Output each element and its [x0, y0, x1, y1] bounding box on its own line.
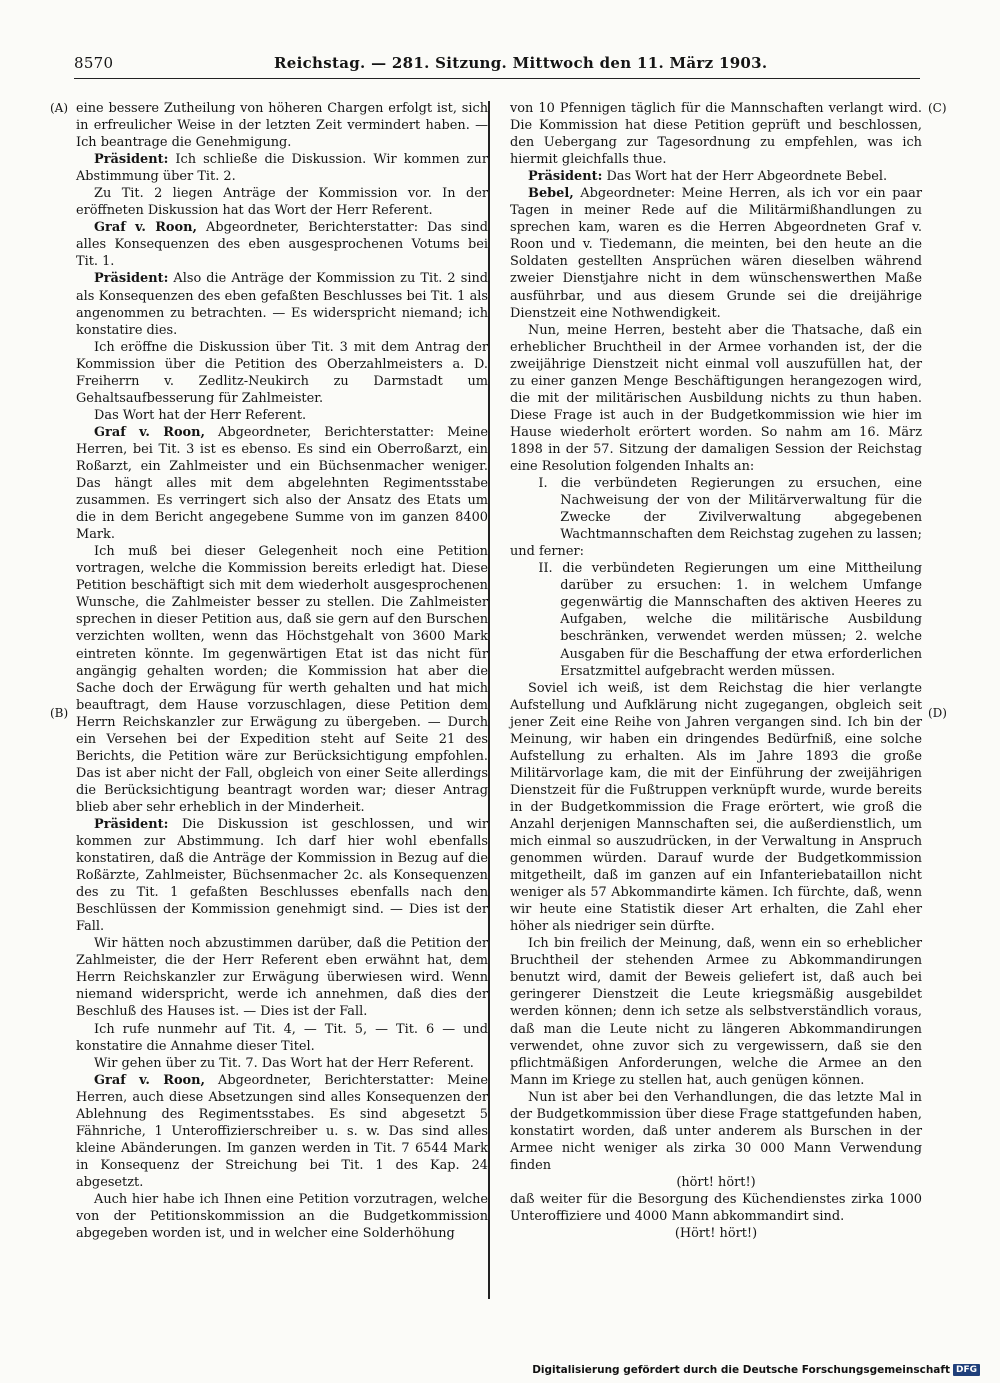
paragraph: Ich bin freilich der Meinung, daß, wenn ein so erheblicher Bruchtheil der stehenden Armee zu Abkommandirungen benutzt wird, damit der Beweis geliefert ist, daß auch bei geringerer Dienstzeit die Leute kriegsmäßig ausgebildet werden können; denn ich setze als selbstverständlich voraus, daß man die Leute nicht zu längeren Abkommandirungen verwendet, ohne zuvor sich zu vergewissern, daß sie den pflichtmäßigen Anforderungen, welche die Armee an den Mann im Kriege zu stellen hat, auch genügen können. — [510, 936, 922, 1088]
paragraph: von 10 Pfennigen täglich für die Mannschaften verlangt wird. Die Kommission hat diese Petition geprüft und beschlossen, den Uebergang zur Tagesordnung zu empfehlen, was ich hiermit gleichfalls thue. — [510, 101, 922, 168]
paragraph: Wir gehen über zu Tit. 7. Das Wort hat der Herr Referent. — [94, 1055, 474, 1071]
right-column — [510, 100, 922, 1242]
paragraph: Graf v. Roon, Abgeordneter, Berichterstatter: Meine Herren, bei Tit. 3 ist es ebenso. Es sind ein Oberroßarzt, ein Roßarzt, ein Zahlmeister und ein Büchsenmacher weniger. Das hängt alles mit dem abgelehnten Regimentsstabe zusammen. Es verringert sich also der Ansatz des Etats um die in dem Bericht angegebene Summe von im ganzen 8400 Mark. — [76, 424, 488, 543]
paragraph: Nun ist aber bei den Verhandlungen, die das letzte Mal in der Budgetkommission über diese Frage stattgefunden haben, konstatirt worden, daß unter anderem als Burschen in der Armee nicht weniger als zirka 30 000 Mann Verwendung finden — [510, 1089, 922, 1173]
header-title: Reichstag. — 281. Sitzung. Mittwoch den 11. März 1903. — [274, 54, 768, 72]
paragraph: Präsident: Also die Anträge der Kommission zu Tit. 2 sind als Konsequenzen des eben gefaßten Beschlusses bei Tit. 1 als angenommen zu betrachten. — Es widerspricht niemand; ich konstatire dies. — [76, 271, 488, 338]
footer-text: Digitalisierung gefördert durch die Deutsche Forschungsgemeinschaft — [532, 1364, 950, 1376]
paragraph: Graf v. Roon, Abgeordneter, Berichterstatter: Meine Herren, auch diese Absetzungen sind alles Konsequenzen der Ablehnung des Regimentsstabes. Es sind abgesetzt 5 Fähnriche, 1 Unteroffizierschreiber u. s. w. Das sind alles kleine Abänderungen. Im ganzen werden in Tit. 7 6544 Mark in Konsequenz der Streichung bei Tit. 1 des Kap. 24 abgesetzt. — [76, 1072, 488, 1190]
speaker-name: Präsident: — [528, 169, 603, 185]
paragraph: eine bessere Zutheilung von höheren Chargen erfolgt ist, sich in erfreulicher Weise in der letzten Zeit vermindert haben. — Ich beantrage die Genehmigung. — [76, 101, 488, 151]
paragraph: Nun, meine Herren, besteht aber die Thatsache, daß ein erheblicher Bruchtheil in der Armee vorhanden ist, der die zweijährige Dienstzeit nicht einmal voll auszufüllen hat, der zu einer ganzen Menge Beschäftigungen herangezogen wird, die mit der militärischen Ausbildung nichts zu thun haben. Diese Frage ist auch in der Budgetkommission wie hier im Hause wiederholt erörtert worden. So nahm am 16. März 1898 in der 57. Sitzung der damaligen Session der Reichstag eine Resolution folgenden Inhalts an: — [510, 322, 922, 474]
paragraph: Das Wort hat der Herr Referent. — [94, 407, 307, 423]
running-header — [74, 54, 914, 76]
interjection: (Hört! hört!) — [674, 1226, 758, 1242]
paragraph: Präsident: Das Wort hat der Herr Abgeordnete Bebel. — [528, 169, 888, 185]
margin-marker-c: (C) — [928, 101, 947, 115]
paragraph: Präsident: Ich schließe die Diskussion. Wir kommen zur Abstimmung über Tit. 2. — [76, 152, 488, 185]
left-column — [76, 100, 488, 1242]
paragraph: Bebel, Abgeordneter: Meine Herren, als ich vor ein paar Tagen in meiner Rede auf die Militärmißhandlungen zu sprechen kam, waren es die Herren Abgeordneten Graf v. Roon und v. Tiedemann, die meinten, bei den heute an die Soldaten gestellten Ansprüchen wären dieselben während zweier Dienstjahre nicht in dem wünschenswerthen Maße ausführbar, und aus diesem Grunde sei die dreijährige Dienstzeit eine Nothwendigkeit. — [510, 186, 922, 321]
paragraph: Ich muß bei dieser Gelegenheit noch eine Petition vortragen, welche die Kommission bereits erledigt hat. Diese Petition beschäftigt sich mit dem wiederholt ausgesprochenen Wunsche, die Zahlmeister besser zu stellen. Die Zahlmeister sprechen in dieser Petition aus, daß sie gern auf den Burschen verzichten wollten, wenn das Höchstgehalt von 3600 Mark eintreten könnte. Im gegenwärtigen Etat ist das nicht für angängig gehalten worden; die Kommission hat aber die Sache doch der Erwägung für werth gehalten und hat mich beauftragt, dem Hause vorzuschlagen, diese Petition dem Herrn Reichskanzler zur Erwägung zu übergeben. — Durch ein Versehen bei der Expedition steht auf Seite 21 des Berichts, die Petition wäre zur Berücksichtigung empfohlen. Das ist aber nicht der Fall, obgleich von einer Seite allerdings die Berücksichtigung beantragt worden war; dieser Antrag blieb aber sehr erheblich in der Minderheit. — [76, 544, 488, 815]
paragraph: Soviel ich weiß, ist dem Reichstag die hier verlangte Aufstellung und Aufklärung nicht zugegangen, obgleich seit jener Zeit eine Reihe von Jahren vergangen sind. Ich bin der Meinung, wir haben ein dringendes Bedürfniß, eine solche Aufstellung zu erhalten. Als im Jahre 1893 die große Militärvorlage kam, die mit der Einführung der zweijährigen Dienstzeit für die Fußtruppen verknüpft wurde, wurde bereits in der Budgetkommission die Frage erörtert, wie groß die Anzahl derjenigen Mannschaften sei, die außerdienstlich, um mich einmal so auszudrücken, in der Verwaltung in Anspruch genommen würden. Darauf wurde der Budgetkommission mitgetheilt, daß im ganzen auf ein Infanteriebataillon nicht weniger als 57 Abkommandirte kämen. Ich fürchte, daß, wenn wir heute eine Statistik dieser Art erhalten, die Zahl eher höher als niedriger sein dürfte. — [510, 680, 922, 935]
paragraph: Auch hier habe ich Ihnen eine Petition vorzutragen, welche von der Petitionskommission an die Budgetkommission abgegeben worden ist, und in welcher eine Solderhöhung — [76, 1192, 488, 1242]
paragraph: daß weiter für die Besorgung des Küchendienstes zirka 1000 Unteroffiziere und 4000 Mann abkommandirt sind. — [510, 1192, 922, 1225]
interjection: (hört! hört!) — [676, 1174, 756, 1190]
speaker-name: Graf v. Roon, — [94, 220, 197, 236]
speaker-name: Präsident: — [94, 271, 169, 287]
resolution-item: II. die verbündeten Regierungen um eine Mittheilung darüber zu ersuchen: 1. in welchem Umfange gegenwärtig die Mannschaften des aktiven Heeres zu Aufgaben, welche die militärische Ausbildung beschränken, verwendet werden müssen; 2. welche Ausgaben für die Beschaffung der etwa erforderlichen Ersatzmittel aufgebracht werden müssen. — [538, 561, 922, 679]
page-number: 8570 — [74, 54, 114, 72]
margin-marker-b: (B) — [50, 706, 69, 720]
speaker-name: Präsident: — [94, 152, 169, 168]
margin-marker-d: (D) — [928, 706, 947, 720]
digitization-footer — [532, 1364, 980, 1376]
dfg-logo: DFG — [953, 1364, 980, 1376]
column-divider — [488, 101, 490, 1299]
speaker-name: Graf v. Roon, — [94, 424, 206, 440]
paragraph: Ich rufe nunmehr auf Tit. 4, — Tit. 5, — Tit. 6 — und konstatire die Annahme dieser Titel. — [76, 1021, 488, 1054]
speaker-name: Graf v. Roon, — [94, 1072, 206, 1088]
margin-marker-a: (A) — [50, 101, 69, 115]
header-rule — [74, 78, 920, 79]
speaker-name: Präsident: — [94, 816, 169, 832]
paragraph: Ich eröffne die Diskussion über Tit. 3 mit dem Antrag der Kommission über die Petition des Oberzahlmeisters a. D. Freiherrn v. Zedlitz-Neukirch zu Darmstadt um Gehaltsaufbesserung für Zahlmeister. — [76, 339, 488, 406]
paragraph: Wir hätten noch abzustimmen darüber, daß die Petition der Zahlmeister, die der Herr Referent eben erwähnt hat, dem Herrn Reichskanzler zur Erwägung überwiesen wird. Wenn niemand widerspricht, werde ich annehmen, daß dies der Beschluß des Hauses ist. — Dies ist der Fall. — [76, 936, 488, 1020]
paragraph: Zu Tit. 2 liegen Anträge der Kommission vor. In der eröffneten Diskussion hat das Wort der Herr Referent. — [76, 186, 488, 219]
speaker-name: Bebel, — [528, 186, 574, 202]
paragraph: und ferner: — [510, 544, 584, 560]
paragraph: Präsident: Die Diskussion ist geschlossen, und wir kommen zur Abstimmung. Ich darf hier wohl ebenfalls konstatiren, daß die Anträge der Kommission in Bezug auf die Roßärzte, Zahlmeister, Büchsenmacher 2c. als Konsequenzen des zu Tit. 1 gefaßten Beschlusses ebenfalls nach den Beschlüssen der Kommission genehmigt sind. — Dies ist der Fall. — [76, 816, 488, 935]
resolution-item: I. die verbündeten Regierungen zu ersuchen, eine Nachweisung der von der Militärverwaltung für die Zwecke der Zivilverwaltung abgegebenen Wachtmannschaften dem Reichstag zugehen zu lassen; — [538, 476, 922, 543]
paragraph: Graf v. Roon, Abgeordneter, Berichterstatter: Das sind alles Konsequenzen des eben ausgesprochenen Votums bei Tit. 1. — [76, 220, 489, 270]
